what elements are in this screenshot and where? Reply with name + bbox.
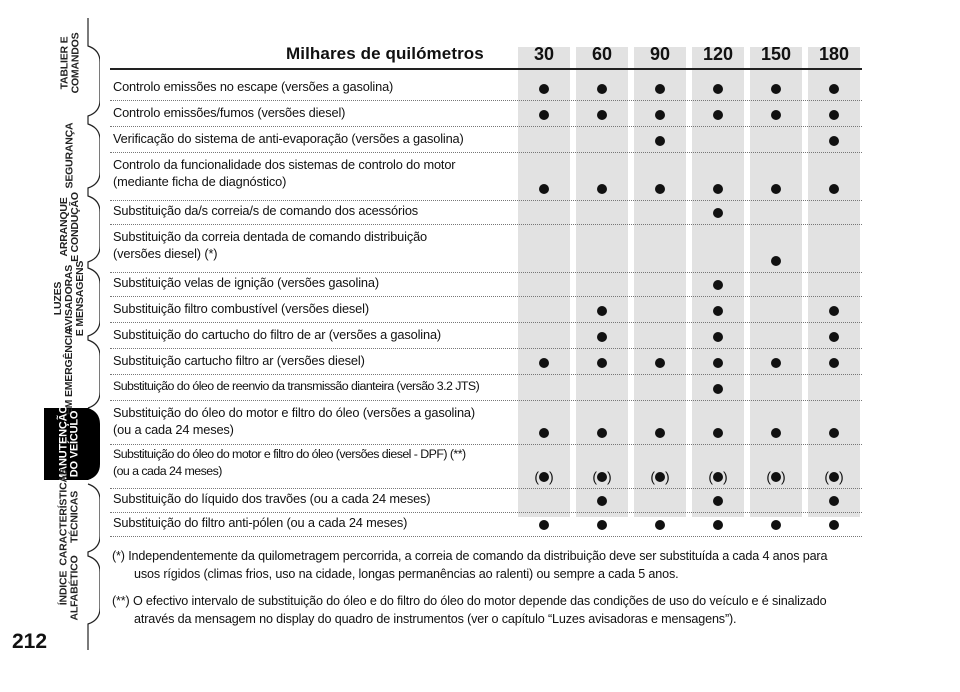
row-separator [110,374,862,375]
bullet-dot-icon [597,84,607,94]
interval-mark [690,180,746,197]
interval-mark: ( ) [650,468,670,485]
bullet-dot-icon [829,428,839,438]
title-rule [110,68,862,70]
row-label [113,300,369,317]
interval-mark [632,80,688,97]
tab-indice-alfabetico[interactable] [38,553,102,623]
bullet-dot-icon [829,110,839,120]
row-label-line: Substituição do filtro anti-pólen (ou a cada 24 meses) [113,515,408,530]
interval-mark [690,424,746,441]
bullet-dot-icon [713,384,723,394]
row-separator [110,536,862,537]
bullet-dot-icon [713,496,723,506]
row-label-line: Substituição do óleo do motor e filtro do óleo (versões a gasolina) [113,405,475,420]
interval-mark [574,354,630,371]
interval-mark: ( ) [824,468,844,485]
interval-mark [574,328,630,345]
tab-label: ÍNDICE ALFABÉTICO [58,555,81,621]
footnote-mark: (*) [112,549,125,563]
bullet-dot-icon [829,472,839,482]
interval-mark [806,302,862,319]
interval-mark [806,354,862,371]
row-label-line: Substituição cartucho filtro ar (versões diesel) [113,353,365,368]
bullet-dot-icon [597,332,607,342]
row-separator [110,296,862,297]
interval-mark [748,354,804,371]
bullet-dot-icon [771,472,781,482]
row-label [113,274,379,291]
bullet-dot-icon [829,306,839,316]
tab-tablier-e-comandos[interactable] [38,28,102,98]
page-number: 212 [12,630,48,653]
row-separator [110,200,862,201]
bullet-dot-icon [829,496,839,506]
bullet-dot-icon [713,358,723,368]
row-separator [110,444,862,445]
table-title: Milhares de quilómetros [286,44,484,63]
interval-mark [574,106,630,123]
interval-mark [690,204,746,221]
mileage-header-120: 120 [702,44,734,64]
tab-label: CARACTERÍSTICAS TÉCNICAS [58,468,81,566]
interval-mark [632,354,688,371]
tab-label: EM EMERGÊNCIA [63,327,76,415]
interval-mark [690,80,746,97]
bullet-dot-icon [771,358,781,368]
bullet-dot-icon [655,428,665,438]
row-label [113,202,418,219]
bullet-dot-icon [539,110,549,120]
bullet-dot-icon [713,520,723,530]
interval-mark [516,424,572,441]
bullet-dot-icon [829,184,839,194]
bullet-dot-icon [829,84,839,94]
row-label-line: Controlo da funcionalidade dos sistemas de controlo do motor [113,157,456,172]
bullet-dot-icon [539,84,549,94]
interval-mark [632,132,688,149]
interval-mark [516,354,572,371]
row-label [113,378,479,395]
bullet-dot-icon [829,136,839,146]
row-separator [110,152,862,153]
interval-mark [574,516,630,533]
mileage-header-90: 90 [649,44,671,64]
bullet-dot-icon [829,358,839,368]
interval-mark [690,106,746,123]
interval-mark [748,424,804,441]
interval-mark [806,180,862,197]
bullet-dot-icon [713,306,723,316]
bullet-dot-icon [597,184,607,194]
bullet-dot-icon [539,472,549,482]
mileage-header-30: 30 [533,44,555,64]
bullet-dot-icon [597,472,607,482]
row-label-line: (versões diesel) (*) [113,246,218,261]
chapter-tab-navigation [0,0,100,692]
row-label [113,490,430,507]
bullet-dot-icon [597,110,607,120]
row-separator [110,100,862,101]
footnote-text-continued: através da mensagem no display do quadro de instrumentos (ver o capítulo “Luzes avisadoras e mensagens”). [134,612,737,626]
tab-label: SEGURANÇA [63,122,76,188]
interval-mark [574,302,630,319]
bullet-dot-icon [597,306,607,316]
row-label [113,156,455,190]
interval-mark [516,516,572,533]
bullet-dot-icon [829,520,839,530]
row-label [113,446,466,480]
interval-mark [748,106,804,123]
bullet-dot-icon [771,184,781,194]
bullet-dot-icon [771,520,781,530]
tab-em-emergencia[interactable] [38,327,102,415]
interval-mark [690,354,746,371]
mileage-header-60: 60 [591,44,613,64]
interval-mark [806,80,862,97]
bullet-dot-icon [771,256,781,266]
row-label-line: Substituição do líquido dos travões (ou a cada 24 meses) [113,491,431,506]
bullet-dot-icon [539,428,549,438]
interval-mark: ( ) [534,468,554,485]
footnote [112,547,878,583]
interval-mark [690,516,746,533]
interval-mark [574,80,630,97]
bullet-dot-icon [713,428,723,438]
interval-mark [516,80,572,97]
footnote [112,592,878,628]
row-label-line: (mediante ficha de diagnóstico) [113,174,287,189]
mileage-header-150: 150 [760,44,792,64]
interval-mark: ( ) [592,468,612,485]
row-separator [110,126,862,127]
interval-mark [574,180,630,197]
tab-luzes-avisadoras[interactable] [38,260,102,336]
interval-mark [574,424,630,441]
row-label [113,514,407,531]
tab-label: TABLIER E COMANDOS [57,32,81,94]
interval-mark [806,516,862,533]
interval-mark: ( ) [708,468,728,485]
bullet-dot-icon [713,84,723,94]
row-label-line: Substituição velas de ignição (versões gasolina) [113,275,379,290]
row-separator [110,348,862,349]
row-label-line: Substituição da/s correia/s de comando dos acessórios [113,203,419,218]
interval-mark [748,252,804,269]
interval-mark [632,180,688,197]
bullet-dot-icon [655,136,665,146]
row-label-line: Substituição filtro combustível (versões diesel) [113,301,369,316]
interval-mark [806,106,862,123]
row-label [113,78,393,95]
row-separator [110,400,862,401]
interval-mark [748,80,804,97]
row-separator [110,322,862,323]
interval-mark [806,132,862,149]
bullet-dot-icon [655,358,665,368]
interval-mark [690,492,746,509]
row-label [113,404,475,438]
row-label-line: (ou a cada 24 meses) [113,464,222,478]
bullet-dot-icon [597,496,607,506]
tab-seguranca[interactable] [38,120,102,190]
footnote-text: Independentemente da quilometragem percorrida, a correia de comando da distribuição deve ser substituída a cada 4 anos para [124,549,828,563]
interval-mark [690,302,746,319]
bullet-dot-icon [539,520,549,530]
bullet-dot-icon [655,184,665,194]
row-label [113,130,464,147]
footnote-text: O efectivo intervalo de substituição do óleo e do filtro do óleo do motor depende das condições de uso do veículo e é sinalizado [129,594,827,608]
row-label-line: (ou a cada 24 meses) [113,422,234,437]
row-label [113,352,365,369]
interval-mark [516,106,572,123]
row-label-line: Substituição do óleo de reenvio da transmissão dianteira (versão 3.2 JTS) [113,379,480,393]
interval-mark [806,424,862,441]
mileage-header-180: 180 [818,44,850,64]
bullet-dot-icon [539,184,549,194]
bullet-dot-icon [655,520,665,530]
bullet-dot-icon [713,280,723,290]
tab-label: LUZES AVISADORAS E MENSAGENS [52,260,87,336]
row-label-line: Substituição do óleo do motor e filtro do óleo (versões diesel - DPF) (**) [113,447,466,461]
bullet-dot-icon [539,358,549,368]
row-label [113,326,441,343]
tab-caracteristicas-tecnicas[interactable] [38,468,102,566]
bullet-dot-icon [713,184,723,194]
bullet-dot-icon [829,332,839,342]
row-label-line: Controlo emissões no escape (versões a gasolina) [113,79,394,94]
bullet-dot-icon [713,110,723,120]
interval-mark [632,516,688,533]
footnote-mark: (**) [112,594,130,608]
interval-mark [748,516,804,533]
bullet-dot-icon [771,84,781,94]
tab-label: MANUTENÇÃO DO VEÍCULO [58,405,82,483]
interval-mark: ( ) [766,468,786,485]
interval-mark [806,328,862,345]
bullet-dot-icon [771,110,781,120]
row-label-line: Substituição do cartucho do filtro de ar (versões a gasolina) [113,327,442,342]
row-label-line: Verificação do sistema de anti-evaporação (versões a gasolina) [113,131,464,146]
bullet-dot-icon [771,428,781,438]
tab-arranque-e-conducao[interactable] [38,192,102,262]
footnote-text-continued: usos rígidos (climas frios, uso na cidade, longas permanências ao ralenti) ou sempre a cada 5 anos. [134,567,679,581]
bullet-dot-icon [597,428,607,438]
bullet-dot-icon [655,84,665,94]
interval-mark [632,106,688,123]
row-separator [110,224,862,225]
row-separator [110,272,862,273]
interval-mark [574,492,630,509]
row-label-line: Controlo emissões/fumos (versões diesel) [113,105,346,120]
bullet-dot-icon [597,358,607,368]
row-separator [110,512,862,513]
bullet-dot-icon [655,472,665,482]
interval-mark [516,180,572,197]
interval-mark [690,380,746,397]
row-label-line: Substituição da correia dentada de comando distribuição [113,229,428,244]
interval-mark [806,492,862,509]
row-label [113,228,427,262]
interval-mark [690,328,746,345]
bullet-dot-icon [713,472,723,482]
interval-mark [632,424,688,441]
tab-label: ARRANQUE E CONDUÇÃO [58,192,82,262]
interval-mark [748,180,804,197]
bullet-dot-icon [597,520,607,530]
row-label [113,104,345,121]
row-separator [110,488,862,489]
bullet-dot-icon [713,332,723,342]
bullet-dot-icon [655,110,665,120]
interval-mark [690,276,746,293]
bullet-dot-icon [713,208,723,218]
